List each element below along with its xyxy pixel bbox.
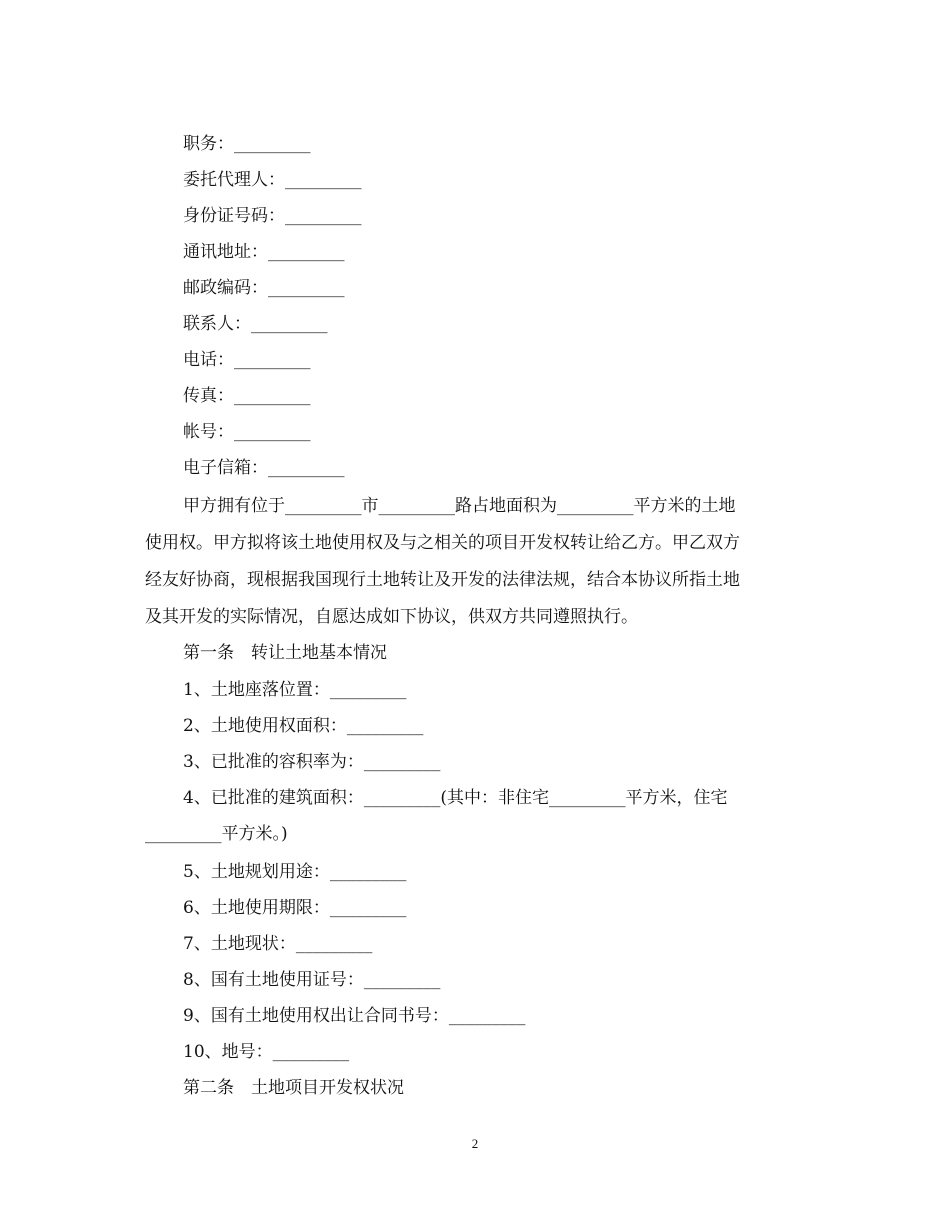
field-email: 电子信箱：_________ (183, 458, 345, 478)
paragraph-line: 甲方拥有位于_________市_________路占地面积为_________平方米的土地 (183, 496, 736, 516)
field-address: 通讯地址：_________ (183, 242, 345, 262)
list-item: 5、土地规划用途：_________ (183, 862, 407, 882)
field-account: 帐号：_________ (183, 422, 311, 442)
list-item: 1、土地座落位置：_________ (183, 680, 407, 700)
paragraph-line: 及其开发的实际情况，自愿达成如下协议，供双方共同遵照执行。 (145, 607, 638, 627)
field-fax: 传真：_________ (183, 386, 311, 406)
list-item-continuation: _________平方米。) (145, 824, 288, 844)
page-number: 2 (471, 1136, 479, 1151)
list-item: 4、已批准的建筑面积：_________(其中：非住宅_________平方米，住宅 (183, 788, 728, 808)
list-item: 8、国有土地使用证号：_________ (183, 970, 441, 990)
field-agent: 委托代理人：_________ (183, 170, 362, 190)
paragraph-line: 使用权。甲方拟将该土地使用权及与之相关的项目开发权转让给乙方。甲乙双方 (145, 533, 740, 553)
list-item: 7、土地现状：_________ (183, 934, 373, 954)
article-1-heading: 第一条 转让土地基本情况 (183, 643, 387, 663)
list-item: 9、国有土地使用权出让合同书号：_________ (183, 1006, 526, 1026)
paragraph-line: 经友好协商，现根据我国现行土地转让及开发的法律法规，结合本协议所指土地 (145, 570, 740, 590)
field-id-number: 身份证号码：_________ (183, 206, 362, 226)
article-2-heading: 第二条 土地项目开发权状况 (183, 1078, 404, 1098)
field-postcode: 邮政编码：_________ (183, 278, 345, 298)
field-position: 职务：_________ (183, 134, 311, 154)
field-phone: 电话：_________ (183, 350, 311, 370)
list-item: 2、土地使用权面积：_________ (183, 716, 424, 736)
list-item: 3、已批准的容积率为：_________ (183, 752, 441, 772)
field-contact: 联系人：_________ (183, 314, 328, 334)
list-item: 10、地号：_________ (183, 1042, 350, 1062)
list-item: 6、土地使用期限：_________ (183, 898, 407, 918)
